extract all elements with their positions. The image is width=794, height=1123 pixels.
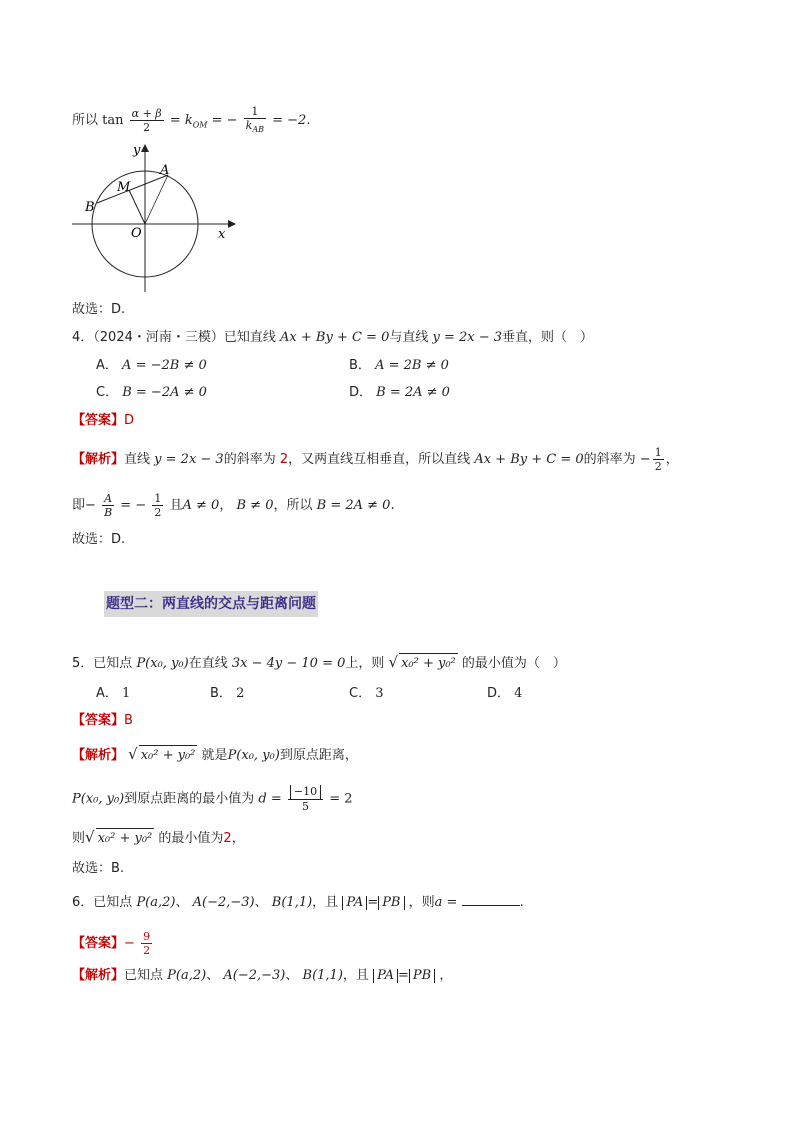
circle-figure: [68, 140, 238, 296]
x-axis-arrow: [228, 220, 236, 228]
point-b-label: B: [85, 200, 95, 215]
q5-analysis-line1: 【解析】 √ x₀² + y₀² 就是P(x₀, y₀)到原点距离，: [72, 744, 358, 766]
q5-option-d[interactable]: D． 4: [487, 686, 523, 701]
q5-answer: 【答案】B: [72, 713, 133, 728]
q5-analysis-line3: 则√ x₀² + y₀² 的最小值为2，: [72, 827, 245, 849]
q4-final-choice: 故选：D.: [72, 532, 126, 547]
q5-analysis-line2: P(x₀, y₀)到原点距离的最小值为 d = $\frac{-10}{5}$ = 2: [72, 785, 353, 813]
q4-option-c[interactable]: C． B = −2A ≠ 0: [96, 385, 207, 400]
answer-blank[interactable]: [462, 891, 520, 906]
fraction-1-kab: $\frac{1}{k_{AB}}$: [245, 105, 264, 135]
q4-analysis-line2: 即− $\frac{A}{B}$ = − $\frac{1}{2}$ 且A ≠ 0， B ≠ 0，所以 B = 2A ≠ 0.: [72, 492, 395, 519]
q6-answer: 【答案】− $\frac{9}{2}$: [72, 930, 151, 957]
chord-ab: [97, 175, 168, 203]
point-m-label: M: [117, 180, 131, 195]
axis-x-label: x: [218, 227, 226, 242]
point-a-label: A: [160, 163, 170, 178]
section-title: 题型二：两直线的交点与距离问题: [104, 591, 318, 617]
q4-option-d[interactable]: D． B = 2A ≠ 0: [349, 385, 450, 400]
q4-option-b[interactable]: B． A = 2B ≠ 0: [349, 358, 449, 373]
q4-analysis-line1: 【解析】直线 y = 2x − 3的斜率为 2，又两直线互相垂直，所以直线 Ax + By + C = 0的斜率为 − $\frac{1}{2}$ ，: [72, 446, 679, 473]
axis-y-label: y: [133, 143, 141, 158]
q3-final-choice: 故选：D.: [72, 302, 126, 317]
segment-om: [129, 190, 145, 224]
q6-analysis-line1: 【解析】已知点 P(a,2)、 A(−2,−3)、 B(1,1)，且 PA = PB ，: [72, 968, 453, 983]
q5-option-a[interactable]: A． 1: [96, 686, 131, 701]
fraction-alpha-beta: $\frac{\alpha + \beta}{2}$: [131, 107, 162, 135]
y-axis-arrow: [141, 144, 149, 152]
q4-answer: 【答案】D: [72, 413, 135, 428]
q5-option-b[interactable]: B． 2: [210, 686, 245, 701]
q6-stem: 6．已知点 P(a,2)、 A(−2,−3)、 B(1,1)，且 PA = PB ，则a = .: [72, 891, 524, 913]
origin-label: O: [131, 226, 142, 241]
q5-final-choice: 故选：B.: [72, 861, 125, 876]
tan-formula-line: 所以 tan $\frac{\alpha + \beta}{2}$ = $k_{OM}$ = − $\frac{1}{k_{AB}}$ = −2.: [72, 105, 311, 135]
q5-stem: 5．已知点 P(x₀, y₀)在直线 3x − 4y − 10 = 0上，则 √ x₀² + y₀² 的最小值为（ ）: [72, 652, 566, 674]
q4-stem: 4．（2024・河南・三模）已知直线 Ax + By + C = 0与直线 y = 2x − 3垂直，则（ ）: [72, 330, 594, 345]
q5-option-c[interactable]: C． 3: [349, 686, 384, 701]
q4-option-a[interactable]: A． A = −2B ≠ 0: [96, 358, 207, 373]
